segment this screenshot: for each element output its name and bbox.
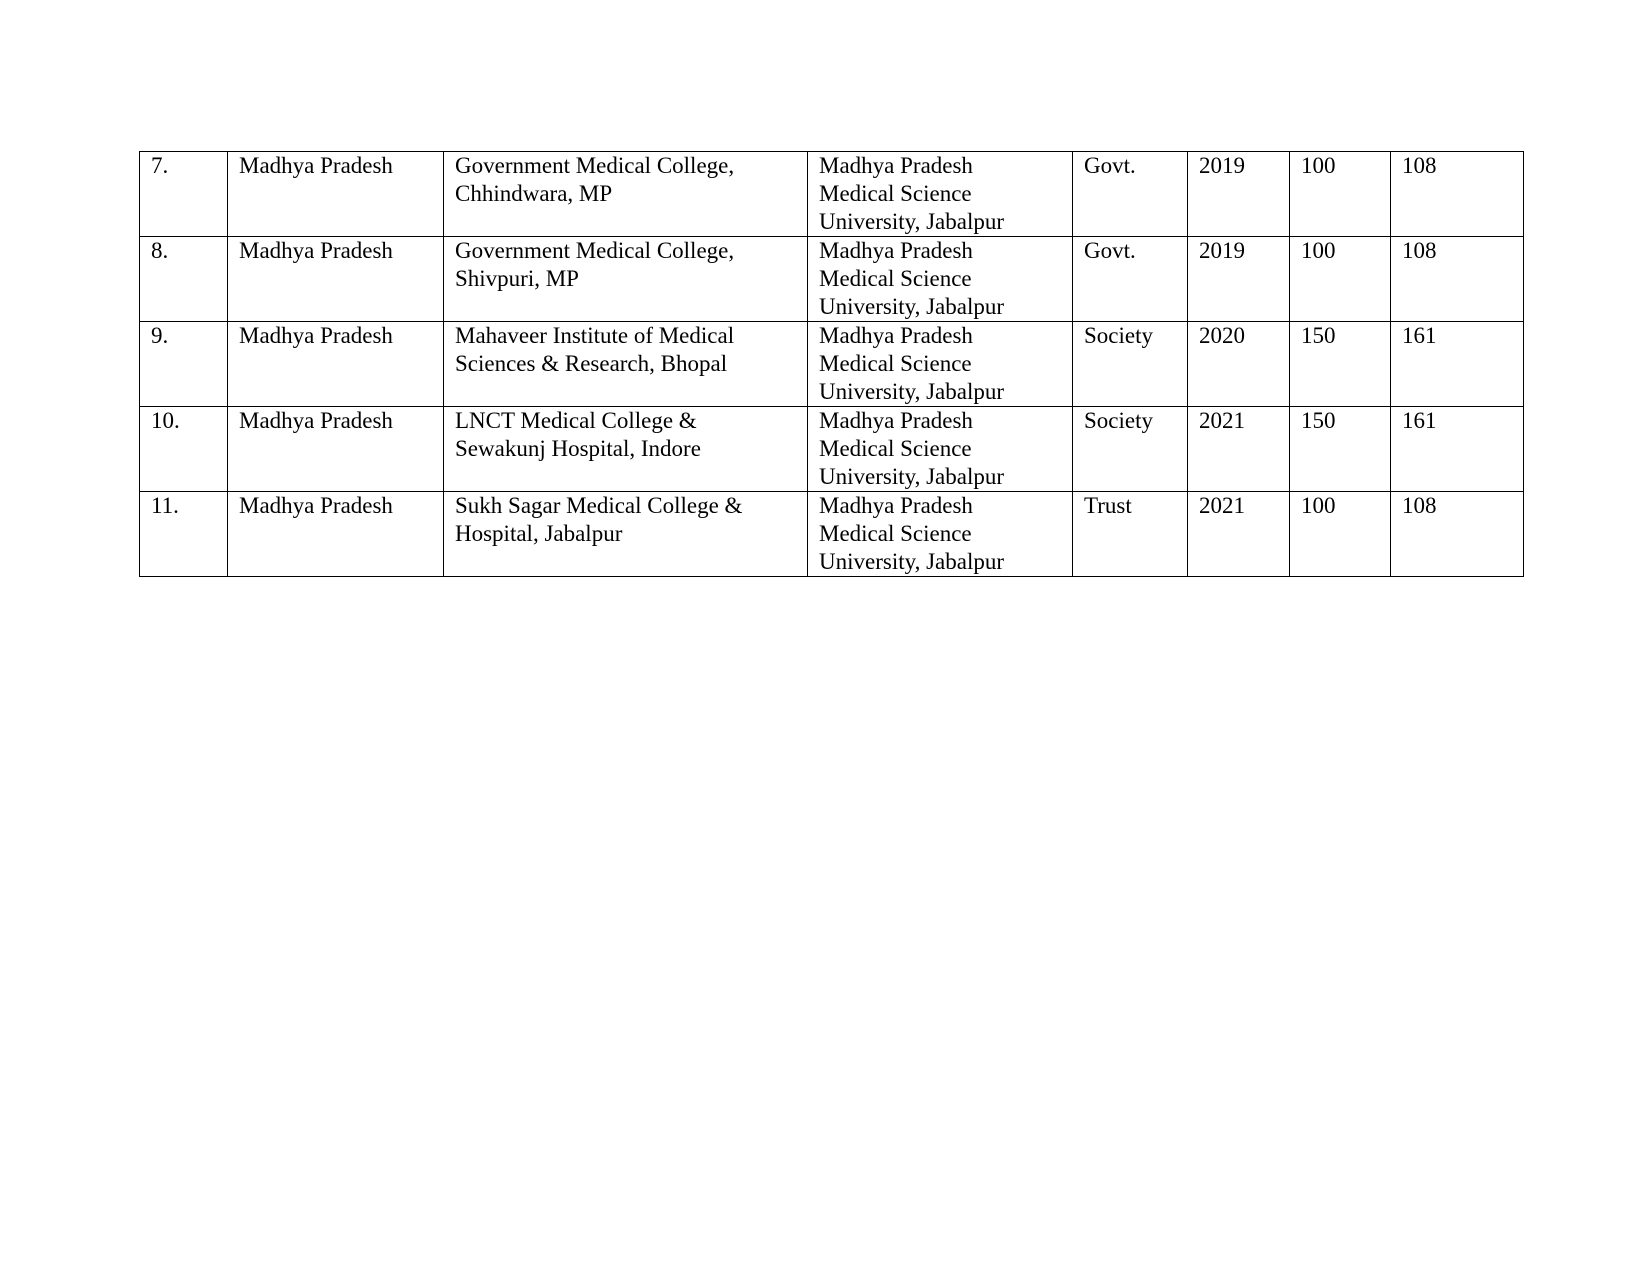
serial-number-cell: 10. <box>140 407 228 492</box>
college-name-line: Government Medical College, <box>455 238 735 263</box>
total-cell: 108 <box>1391 492 1524 577</box>
state-cell: Madhya Pradesh <box>228 322 444 407</box>
college-name-line: Hospital, Jabalpur <box>455 521 623 546</box>
university-line: Medical Science <box>819 181 972 206</box>
year-cell: 2020 <box>1188 322 1290 407</box>
state-cell: Madhya Pradesh <box>228 152 444 237</box>
college-name-line: Sciences & Research, Bhopal <box>455 351 728 376</box>
total-cell: 108 <box>1391 152 1524 237</box>
serial-number-cell: 11. <box>140 492 228 577</box>
table-row <box>140 492 1524 577</box>
total-cell: 161 <box>1391 407 1524 492</box>
serial-number-cell: 8. <box>140 237 228 322</box>
university-cell <box>808 322 1073 407</box>
college-name-cell <box>444 237 808 322</box>
university-line: Madhya Pradesh <box>819 323 973 348</box>
seats-cell: 100 <box>1290 492 1391 577</box>
university-line: Medical Science <box>819 521 972 546</box>
university-line: University, Jabalpur <box>819 379 1005 404</box>
seats-cell: 100 <box>1290 152 1391 237</box>
management-cell: Govt. <box>1073 237 1188 322</box>
university-cell <box>808 237 1073 322</box>
management-cell: Govt. <box>1073 152 1188 237</box>
university-line: Medical Science <box>819 436 972 461</box>
table-row <box>140 152 1524 237</box>
table-row <box>140 407 1524 492</box>
college-name-line: Mahaveer Institute of Medical <box>455 323 735 348</box>
serial-number-cell: 9. <box>140 322 228 407</box>
college-name-line: Sewakunj Hospital, Indore <box>455 436 701 461</box>
university-line: Madhya Pradesh <box>819 408 973 433</box>
university-line: University, Jabalpur <box>819 209 1005 234</box>
college-name-line: LNCT Medical College & <box>455 408 697 433</box>
university-line: University, Jabalpur <box>819 464 1005 489</box>
seats-cell: 100 <box>1290 237 1391 322</box>
college-name-line: Government Medical College, <box>455 153 735 178</box>
state-cell: Madhya Pradesh <box>228 492 444 577</box>
year-cell: 2021 <box>1188 492 1290 577</box>
university-cell <box>808 492 1073 577</box>
table-row <box>140 322 1524 407</box>
year-cell: 2019 <box>1188 152 1290 237</box>
state-cell: Madhya Pradesh <box>228 237 444 322</box>
college-name-line: Sukh Sagar Medical College & <box>455 493 743 518</box>
year-cell: 2021 <box>1188 407 1290 492</box>
medical-colleges-table <box>139 151 1524 577</box>
year-cell: 2019 <box>1188 237 1290 322</box>
total-cell: 161 <box>1391 322 1524 407</box>
seats-cell: 150 <box>1290 407 1391 492</box>
seats-cell: 150 <box>1290 322 1391 407</box>
college-name-line: Chhindwara, MP <box>455 181 613 206</box>
state-cell: Madhya Pradesh <box>228 407 444 492</box>
college-name-line: Shivpuri, MP <box>455 266 579 291</box>
university-cell <box>808 407 1073 492</box>
university-cell <box>808 152 1073 237</box>
management-cell: Trust <box>1073 492 1188 577</box>
college-name-cell <box>444 407 808 492</box>
university-line: Medical Science <box>819 266 972 291</box>
university-line: Madhya Pradesh <box>819 153 973 178</box>
college-name-cell <box>444 322 808 407</box>
university-line: Madhya Pradesh <box>819 238 973 263</box>
total-cell: 108 <box>1391 237 1524 322</box>
university-line: University, Jabalpur <box>819 294 1005 319</box>
university-line: Madhya Pradesh <box>819 493 973 518</box>
management-cell: Society <box>1073 322 1188 407</box>
table-body <box>140 152 1524 577</box>
college-name-cell <box>444 492 808 577</box>
management-cell: Society <box>1073 407 1188 492</box>
university-line: University, Jabalpur <box>819 549 1005 574</box>
university-line: Medical Science <box>819 351 972 376</box>
college-name-cell <box>444 152 808 237</box>
serial-number-cell: 7. <box>140 152 228 237</box>
table-row <box>140 237 1524 322</box>
